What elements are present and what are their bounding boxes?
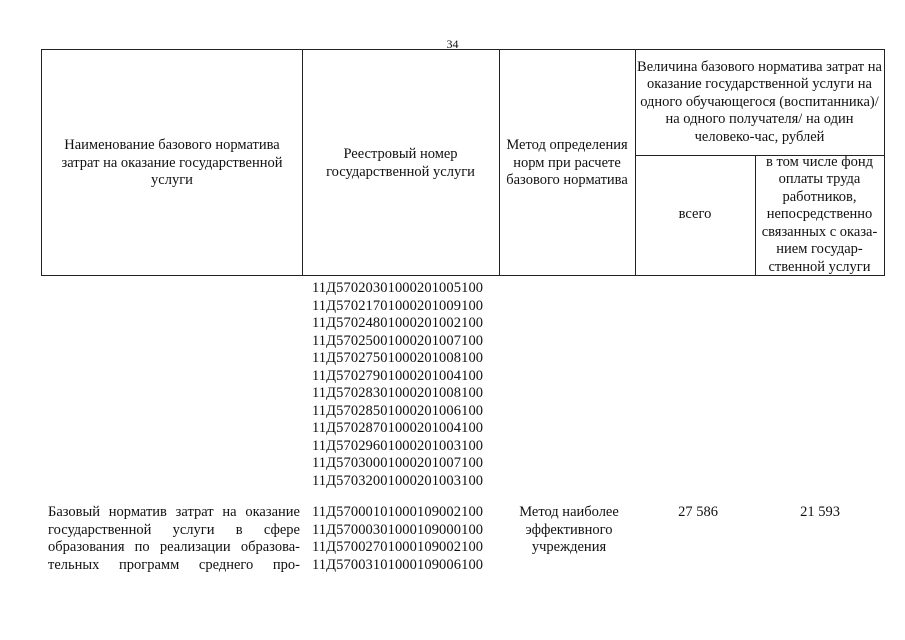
registry-code: 11Д57028501000201006100	[312, 402, 484, 419]
registry-code: 11Д57000101000109002100	[312, 504, 484, 520]
row-codes-list	[312, 504, 483, 574]
header-wage-cell: в том числе фонд оплаты труда работников, непосредственно связанных с оказа-нием государ-ственной услуги	[761, 153, 878, 275]
registry-code: 11Д57003101000109006100	[312, 556, 484, 573]
registry-code: 11Д57002701000109002100	[312, 539, 484, 555]
registry-code: 11Д57028701000201004100	[312, 420, 484, 436]
registry-code: 11Д57025001000201007100	[312, 332, 484, 349]
header-name-cell: Наименование базового норматива затрат на оказание государственной услуги	[61, 137, 283, 189]
registry-code: 11Д57032001000201003100	[312, 472, 484, 489]
row-method: Метод наиболее эффективного учреждения	[519, 504, 619, 555]
continued-codes-list	[312, 280, 483, 490]
registry-code: 11Д57029601000201003100	[312, 437, 484, 454]
row-wage-value: 21 593	[800, 504, 840, 520]
row-total-value: 27 586	[678, 504, 718, 520]
row-service-name-line: образования по реализации образова-	[48, 539, 300, 555]
header-total-cell: всего	[678, 206, 712, 223]
header-method-cell: Метод определения норм при расчете базового норматива	[506, 137, 628, 189]
header-value-group-cell: Величина базового норматива затрат на оказание государственной услуги на одного обучающегося (воспитанника)/ на одного получателя/ на один человеко-час, рублей	[637, 58, 882, 145]
row-service-name	[48, 504, 300, 574]
registry-code: 11Д57000301000109000100	[312, 521, 484, 538]
registry-code: 11Д57024801000201002100	[312, 315, 484, 331]
registry-code: 11Д57030001000201007100	[312, 455, 484, 471]
registry-code: 11Д57020301000201005100	[312, 280, 484, 296]
header-registry-cell: Реестровый номер государственной услуги	[326, 146, 475, 180]
registry-code: 11Д57027901000201004100	[312, 367, 484, 384]
registry-code: 11Д57028301000201008100	[312, 385, 484, 401]
row-service-name-line: государственной услуги в сфере	[48, 521, 300, 538]
page-number: 34	[446, 37, 459, 51]
registry-code: 11Д57027501000201008100	[312, 350, 484, 366]
table-header	[41, 49, 885, 276]
row-service-name-line: Базовый норматив затрат на оказание	[48, 504, 300, 520]
row-service-name-line: тельных программ среднего про-	[48, 556, 300, 573]
registry-code: 11Д57021701000201009100	[312, 297, 484, 314]
